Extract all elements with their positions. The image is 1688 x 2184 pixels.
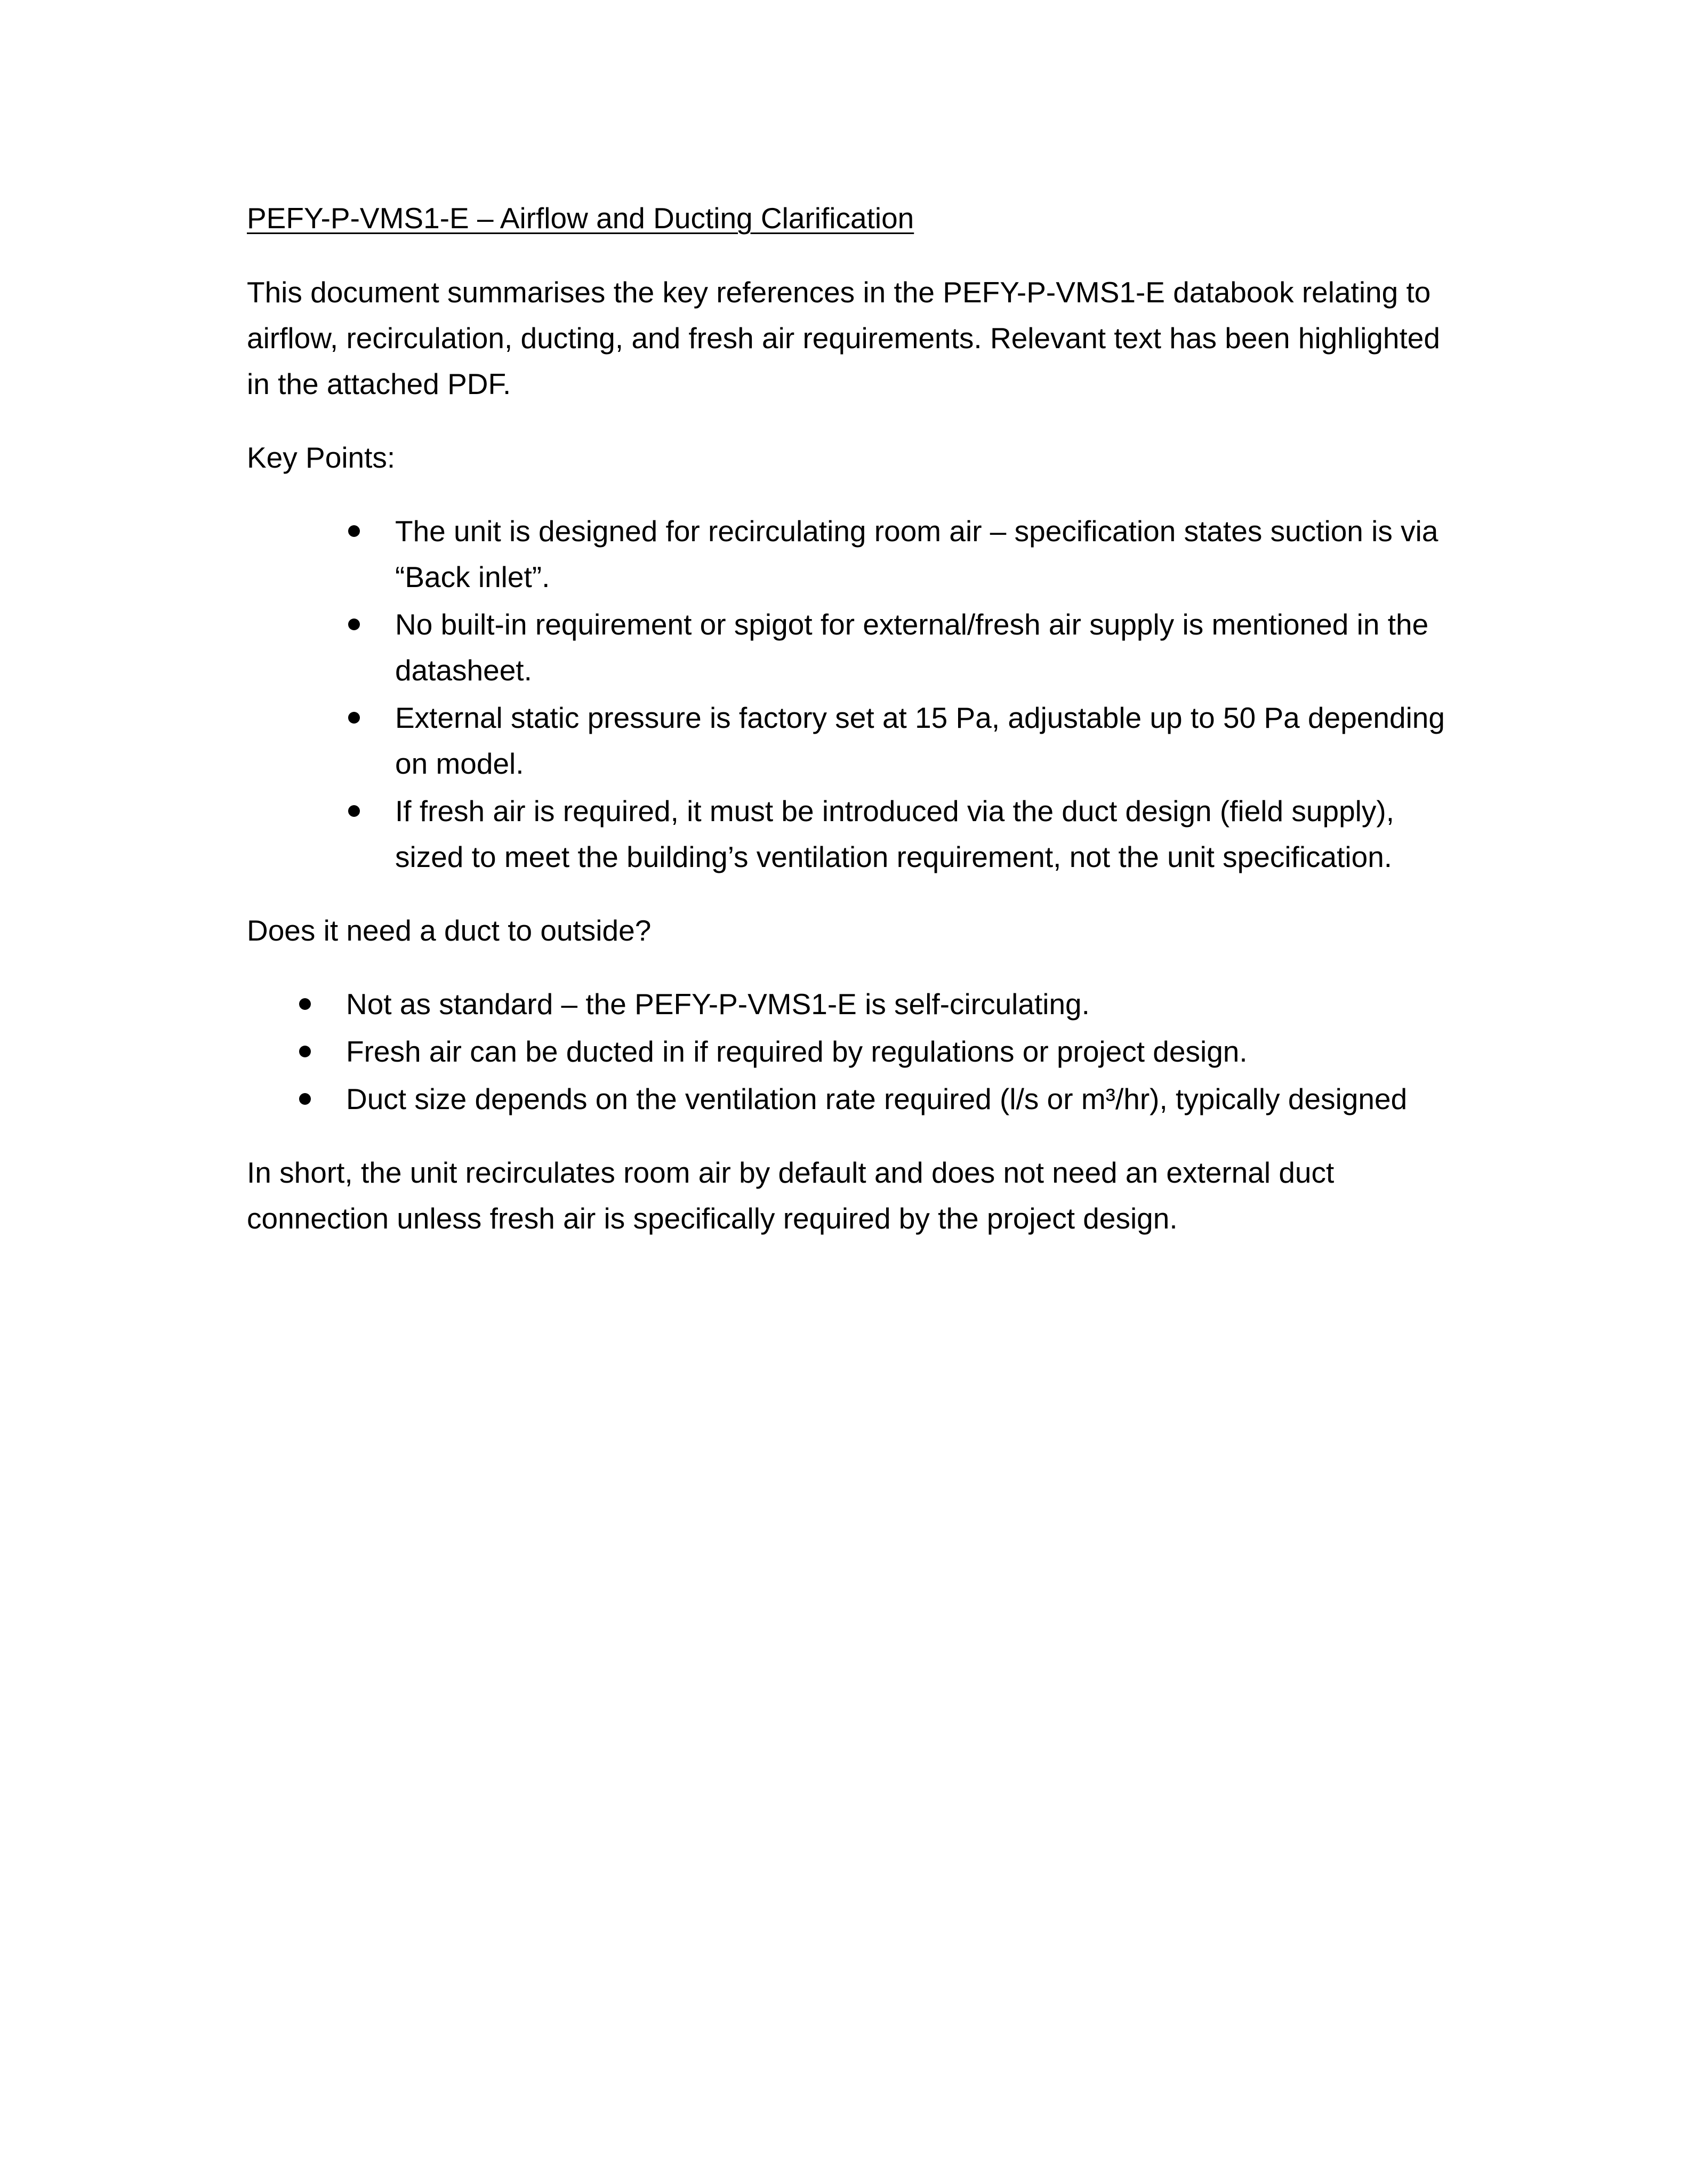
- document-body: [247, 195, 1452, 1241]
- list-item: [395, 508, 1452, 600]
- intro-paragraph: This document summarises the key references in the PEFY-P-VMS1-E databook relating to airflow, recirculation, ducting, and fresh air requirements. Relevant text has been highlighted in the attached PDF.: [247, 276, 1440, 400]
- key-points-list: [247, 508, 1452, 880]
- list-item-text: Fresh air can be ducted in if required by regulations or project design.: [346, 1035, 1248, 1068]
- list-item-text: The unit is designed for recirculating room air – specification states suction is via “Back inlet”.: [395, 515, 1438, 593]
- key-points-heading: Key Points:: [247, 441, 396, 474]
- list-item: [395, 601, 1452, 693]
- bullet-icon: [348, 712, 360, 724]
- bullet-icon: [348, 619, 360, 630]
- list-item-text: No built-in requirement or spigot for external/fresh air supply is mentioned in the datasheet.: [395, 608, 1429, 687]
- bullet-icon: [299, 998, 311, 1010]
- bullet-icon: [299, 1046, 311, 1057]
- document-title: PEFY-P-VMS1-E – Airflow and Ducting Clarification: [247, 202, 914, 235]
- bullet-icon: [348, 525, 360, 537]
- list-item: [346, 1076, 1452, 1122]
- list-item: [346, 981, 1452, 1027]
- bullet-icon: [299, 1093, 311, 1105]
- duct-question-heading: Does it need a duct to outside?: [247, 914, 652, 947]
- duct-question-list: [247, 981, 1452, 1122]
- list-item: [346, 1029, 1452, 1074]
- list-item-text: External static pressure is factory set at 15 Pa, adjustable up to 50 Pa depending on model.: [395, 701, 1445, 780]
- summary-paragraph: In short, the unit recirculates room air by default and does not need an external duct connection unless fresh air is specifically required by the project design.: [247, 1156, 1335, 1235]
- list-item-text: Not as standard – the PEFY-P-VMS1-E is self-circulating.: [346, 987, 1090, 1021]
- bullet-icon: [348, 805, 360, 817]
- list-item: [395, 788, 1452, 880]
- list-item: [395, 695, 1452, 786]
- list-item-text: If fresh air is required, it must be introduced via the duct design (field supply), sized to meet the building’s ventilation requirement, not the unit specification.: [395, 794, 1394, 873]
- list-item-text: Duct size depends on the ventilation rate required (l/s or m³/hr), typically designed: [346, 1082, 1408, 1115]
